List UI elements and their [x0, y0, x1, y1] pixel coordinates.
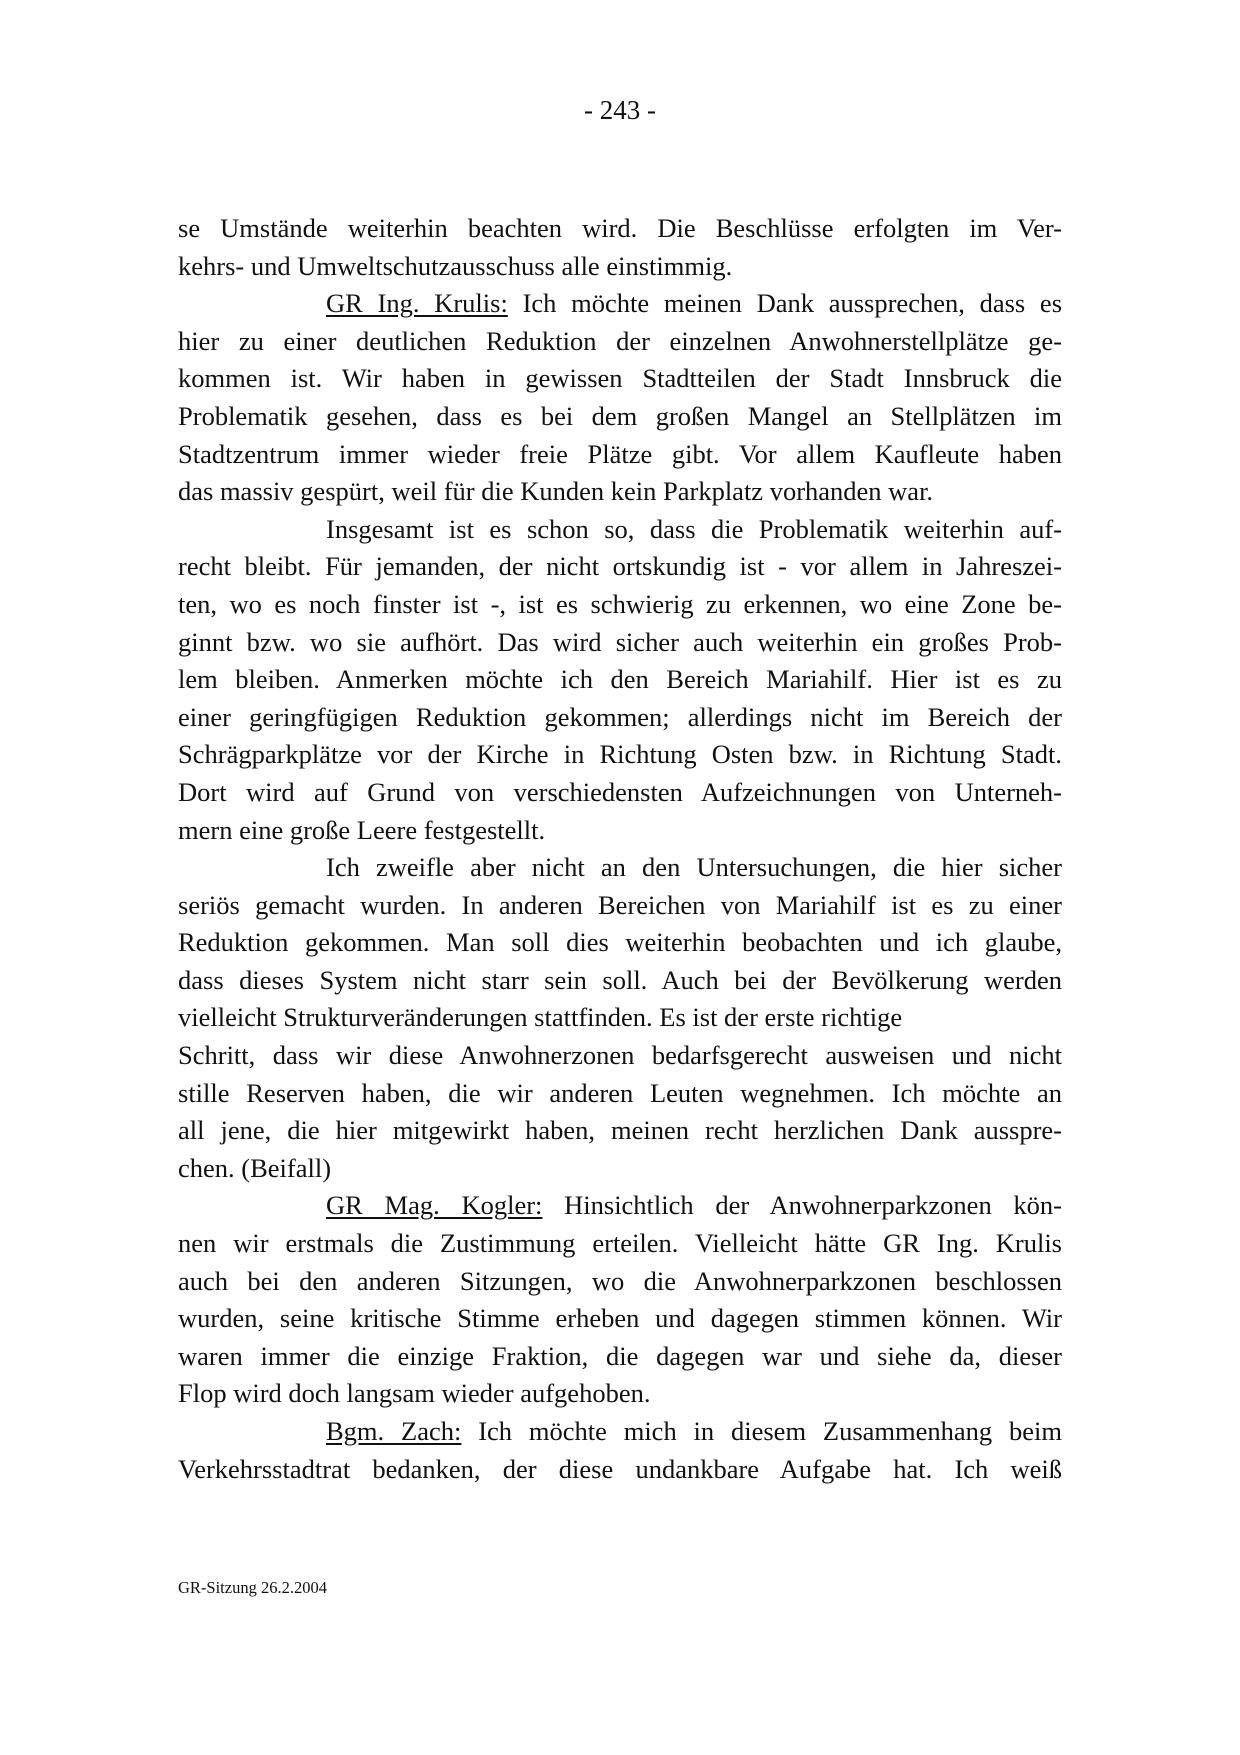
text-line: ten, wo es noch finster ist -, ist es schwierig zu erkennen, wo eine Zone be-: [178, 588, 1062, 619]
text-line: se Umstände weiterhin beachten wird. Die Beschlüsse erfolgten im Ver-: [178, 213, 1062, 243]
text-line: Reduktion gekommen. Man soll dies weiterhin beobachten und ich glaube,: [178, 927, 1062, 958]
speaker-name: Bgm. Zach:: [326, 1416, 462, 1446]
text-line: Schritt, dass wir diese Anwohnerzonen bedarfsgerecht ausweisen und nicht: [178, 1040, 1062, 1071]
text-run: Hinsichtlich der Anwohnerparkzonen kön-: [542, 1190, 1062, 1221]
speaker-name: GR Mag. Kogler:: [326, 1190, 543, 1221]
text-line: kommen ist. Wir haben in gewissen Stadtteilen der Stadt Innsbruck die: [178, 363, 1062, 394]
text-run: Ich möchte meinen Dank aussprechen, dass es: [507, 288, 1062, 319]
text-line: waren immer die einzige Fraktion, die dagegen war und siehe da, dieser: [178, 1340, 1062, 1371]
text-line: dass dieses System nicht starr sein soll. Auch bei der Bevölkerung werden: [178, 964, 1062, 995]
text-line: Schrägparkplätze vor der Kirche in Richtung Osten bzw. in Richtung Stadt.: [178, 739, 1062, 770]
text-line: das massiv gespürt, weil für die Kunden kein Parkplatz vorhanden war.: [178, 476, 934, 507]
speaker-paragraph-start: [178, 1413, 1062, 1451]
text-line: mern eine große Leere festgestellt.: [178, 814, 546, 845]
text-line: vielleicht Strukturveränderungen stattfinden. Es ist der erste richtige: [178, 1002, 903, 1033]
text-line: Ich zweifle aber nicht an den Untersuchungen, die hier sicher: [326, 852, 1062, 883]
text-line: Dort wird auf Grund von verschiedensten Aufzeichnungen von Unterneh-: [178, 776, 1062, 807]
text-line: lem bleiben. Anmerken möchte ich den Bereich Mariahilf. Hier ist es zu: [178, 664, 1062, 695]
text-line: chen. (Beifall): [178, 1152, 332, 1183]
text-line: seriös gemacht wurden. In anderen Bereichen von Mariahilf ist es zu einer: [178, 889, 1062, 920]
text-line: wurden, seine kritische Stimme erheben und dagegen stimmen können. Wir: [178, 1303, 1062, 1334]
text-line: Problematik gesehen, dass es bei dem großen Mangel an Stellplätzen im: [178, 400, 1062, 431]
text-line: recht bleibt. Für jemanden, der nicht ortskundig ist - vor allem in Jahreszei-: [178, 551, 1062, 582]
text-line: auch bei den anderen Sitzungen, wo die Anwohnerparkzonen beschlossen: [178, 1265, 1062, 1296]
text-line: Flop wird doch langsam wieder aufgehoben.: [178, 1378, 651, 1409]
text-line: Stadtzentrum immer wieder freie Plätze gibt. Vor allem Kaufleute haben: [178, 438, 1062, 469]
text-line: stille Reserven haben, die wir anderen Leuten wegnehmen. Ich möchte an: [178, 1077, 1062, 1108]
text-line: Verkehrsstadtrat bedanken, der diese undankbare Aufgabe hat. Ich weiß: [178, 1453, 1062, 1484]
text-line: einer geringfügigen Reduktion gekommen; allerdings nicht im Bereich der: [178, 701, 1062, 732]
text-line: ginnt bzw. wo sie aufhört. Das wird sicher auch weiterhin ein großes Prob-: [178, 626, 1062, 657]
speaker-paragraph-start: [178, 1187, 1062, 1225]
body-text: [178, 210, 1062, 1488]
page-number: - 243 -: [584, 95, 656, 125]
speaker-name: GR Ing. Krulis:: [326, 288, 508, 319]
text-line: Insgesamt ist es schon so, dass die Problematik weiterhin auf-: [326, 513, 1062, 544]
speaker-paragraph-start: [178, 285, 1062, 323]
text-line: hier zu einer deutlichen Reduktion der einzelnen Anwohnerstellplätze ge-: [178, 325, 1062, 356]
text-run: Ich möchte mich in diesem Zusammenhang beim: [461, 1416, 1062, 1446]
footer-session-date: GR-Sitzung 26.2.2004: [178, 1578, 327, 1597]
text-line: all jene, die hier mitgewirkt haben, meinen recht herzlichen Dank ausspre-: [178, 1115, 1062, 1146]
text-line: nen wir erstmals die Zustimmung erteilen. Vielleicht hätte GR Ing. Krulis: [178, 1228, 1062, 1259]
text-line: kehrs- und Umweltschutzausschuss alle einstimmig.: [178, 250, 733, 281]
